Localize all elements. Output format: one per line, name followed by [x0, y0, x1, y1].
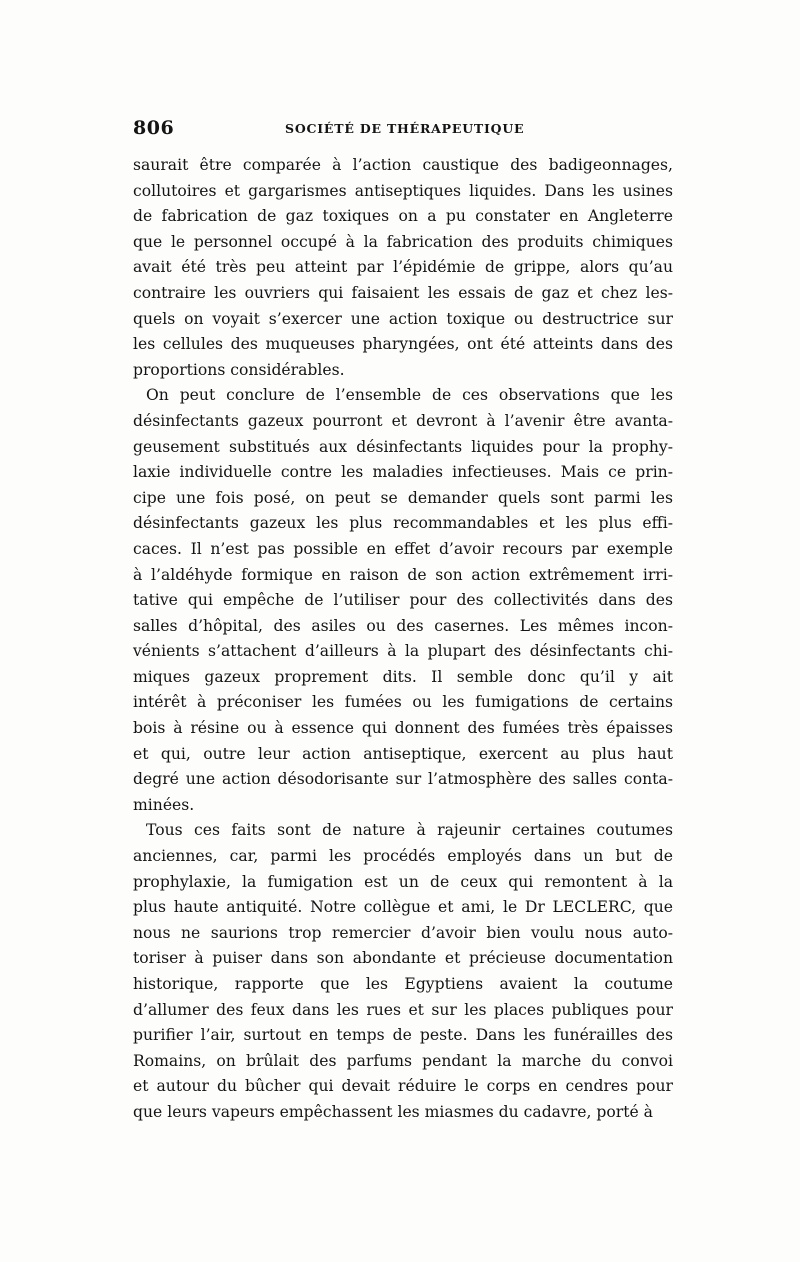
text-line: plus haute antiquité. Notre collègue et ami, le Dr LECLERC, que: [133, 898, 673, 917]
text-line: Romains, on brûlait des parfums pendant la marche du convoi: [133, 1051, 673, 1070]
text-line: geusement substitués aux désinfectants liquides pour la prophy-: [133, 437, 673, 456]
text-line: On peut conclure de l’ensemble de ces observations que les: [146, 386, 673, 405]
paragraph: [133, 153, 673, 383]
text-line: laxie individuelle contre les maladies infectieuses. Mais ce prin-: [133, 463, 673, 482]
running-head: SOCIÉTÉ DE THÉRAPEUTIQUE: [285, 121, 525, 136]
text-line: degré une action désodorisante sur l’atmosphère des salles conta-: [133, 770, 673, 789]
text-line: à l’aldéhyde formique en raison de son action extrêmement irri-: [133, 565, 673, 584]
text-line: et qui, outre leur action antiseptique, exercent au plus haut: [133, 744, 673, 763]
text-line: cipe une fois posé, on peut se demander quels sont parmi les: [133, 488, 673, 507]
body-text: [133, 153, 673, 1126]
text-line: que le personnel occupé à la fabrication des produits chimiques: [133, 232, 673, 251]
paragraph: [133, 818, 673, 1125]
text-line: vénients s’attachent d’ailleurs à la plupart des désinfectants chi-: [133, 642, 673, 661]
text-line: prophylaxie, la fumigation est un de ceux qui remontent à la: [133, 872, 673, 891]
text-line: tative qui empêche de l’utiliser pour des collectivités dans des: [133, 591, 673, 610]
text-line: et autour du bûcher qui devait réduire le corps en cendres pour: [133, 1077, 673, 1096]
text-line: que leurs vapeurs empêchassent les miasmes du cadavre, porté à: [133, 1102, 653, 1121]
text-line: miques gazeux proprement dits. Il semble donc qu’il y ait: [133, 667, 673, 686]
text-line: avait été très peu atteint par l’épidémie de grippe, alors qu’au: [133, 258, 673, 277]
text-line: purifier l’air, surtout en temps de peste. Dans les funérailles des: [133, 1026, 673, 1045]
text-line: Tous ces faits sont de nature à rajeunir certaines coutumes: [146, 821, 673, 840]
text-line: bois à résine ou à essence qui donnent des fumées très épaisses: [133, 719, 673, 738]
text-line: les cellules des muqueuses pharyngées, ont été atteints dans des: [133, 335, 673, 354]
text-line: nous ne saurions trop remercier d’avoir bien voulu nous auto-: [133, 923, 673, 942]
text-line: désinfectants gazeux pourront et devront à l’avenir être avanta-: [133, 411, 673, 430]
page-header: [133, 117, 673, 141]
paragraph: [133, 383, 673, 818]
text-line: saurait être comparée à l’action caustique des badigeonnages,: [133, 156, 673, 174]
text-line: salles d’hôpital, des asiles ou des casernes. Les mêmes incon-: [133, 616, 673, 635]
text-line: intérêt à préconiser les fumées ou les fumigations de certains: [133, 693, 673, 712]
page-number: 806: [133, 117, 175, 139]
text-line: toriser à puiser dans son abondante et précieuse documentation: [133, 949, 673, 968]
text-line: quels on voyait s’exercer une action toxique ou destructrice sur: [133, 309, 673, 328]
text-line: anciennes, car, parmi les procédés employés dans un but de: [133, 847, 673, 866]
text-line: proportions considérables.: [133, 360, 345, 379]
text-line: de fabrication de gaz toxiques on a pu constater en Angleterre: [133, 207, 673, 226]
text-line: minées.: [133, 795, 195, 814]
text-line: contraire les ouvriers qui faisaient les essais de gaz et chez les-: [133, 283, 673, 302]
text-line: d’allumer des feux dans les rues et sur les places publiques pour: [133, 1000, 673, 1019]
text-line: collutoires et gargarismes antiseptiques liquides. Dans les usines: [133, 181, 673, 200]
text-line: caces. Il n’est pas possible en effet d’avoir recours par exemple: [133, 539, 673, 558]
text-line: désinfectants gazeux les plus recommandables et les plus effi-: [133, 514, 673, 533]
text-line: historique, rapporte que les Egyptiens avaient la coutume: [133, 975, 673, 993]
